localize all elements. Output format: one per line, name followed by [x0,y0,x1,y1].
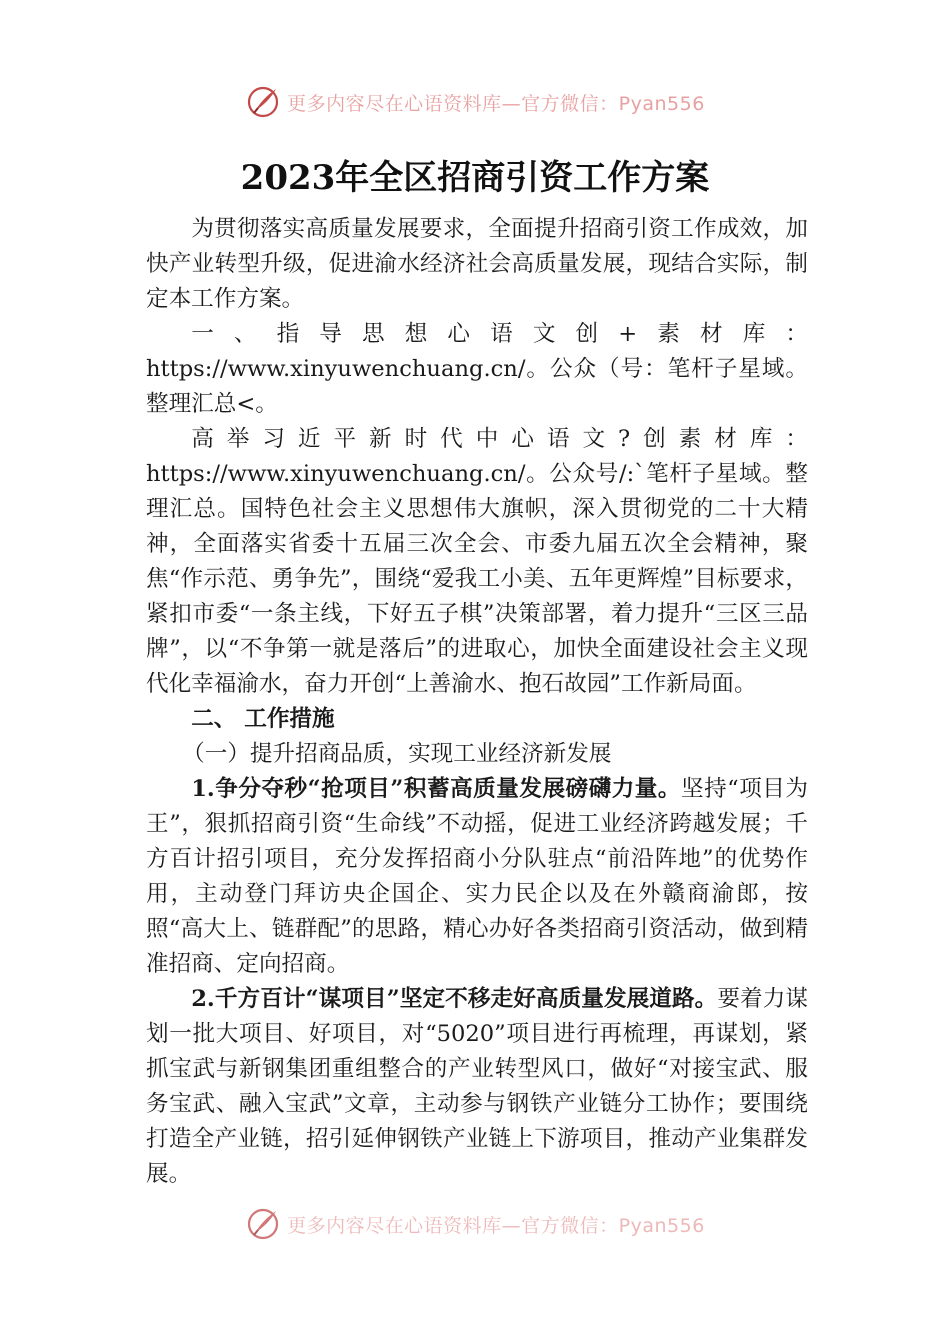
item-1-heading: 1.争分夺秒“抢项目”积蓄高质量发展磅礴力量。 [191,776,681,802]
quill-logo-icon [245,84,281,120]
document-body [146,212,808,1192]
paragraph-intro: 为贯彻落实高质量发展要求，全面提升招商引资工作成效，加快产业转型升级，促进渝水经济社会高质量发展，现结合实际，制定本工作方案。 [146,216,808,312]
paragraph-item-1 [146,772,808,982]
watermark-text: 更多内容尽在心语资料库—官方微信：Pyan556 [287,92,705,115]
paragraph-guiding-ideology: 一、指导思想心语文创+素材库：https://www.xinyuwenchuang.cn/。公众（号：笔杆子星域。整理汇总<。 [146,321,808,417]
paragraph-guiding-content: 高举习近平新时代中心语文?创素材库：https://www.xinyuwenchuang.cn/。公众号/:`笔杆子星域。整理汇总。国特色社会主义思想伟大旗帜，深入贯彻党的二十大精神，全面落实省委十五届三次全会、市委九届五次全会精神，聚焦“作示范、勇争先”，围绕“爱我工小美、五年更辉煌”目标要求，紧扣市委“一条主线，下好五子棋”决策部署，着力提升“三区三品牌”，以“不争第一就是落后”的进取心，加快全面建设社会主义现代化幸福渝水，奋力开创“上善渝水、抱石故园”工作新局面。 [146,426,808,697]
watermark-text: 更多内容尽在心语资料库—官方微信：Pyan556 [287,1214,705,1237]
document-title: 2023年全区招商引资工作方案 [240,158,710,198]
section-heading-measures: 二、 工作措施 [191,706,335,732]
item-2-heading: 2.千方百计“谋项目”坚定不移走好高质量发展道路。 [191,986,718,1012]
paragraph-item-2 [146,982,808,1192]
item-2-text: 要着力谋划一批大项目、好项目，对“5020”项目进行再梳理，再谋划，紧抓宝武与新钢集团重组整合的产业转型风口，做好“对接宝武、服务宝武、融入宝武”文章，主动参与钢铁产业链分工协作；要围绕打造全产业链，招引延伸钢铁产业链上下游项目，推动产业集群发展。 [146,986,809,1187]
subsection-heading-1: （一）提升招商品质，实现工业经济新发展 [182,741,612,767]
quill-logo-icon [245,1206,281,1242]
watermark-footer [0,1202,950,1246]
watermark-header [0,80,950,124]
item-1-text: 坚持“项目为王”，狠抓招商引资“生命线”不动摇，促进工业经济跨越发展；千方百计招引项目，充分发挥招商小分队驻点“前沿阵地”的优势作用，主动登门拜访央企国企、实力民企以及在外赣商渝郎，按照“高大上、链群配”的思路，精心办好各类招商引资活动，做到精准招商、定向招商。 [146,776,808,977]
